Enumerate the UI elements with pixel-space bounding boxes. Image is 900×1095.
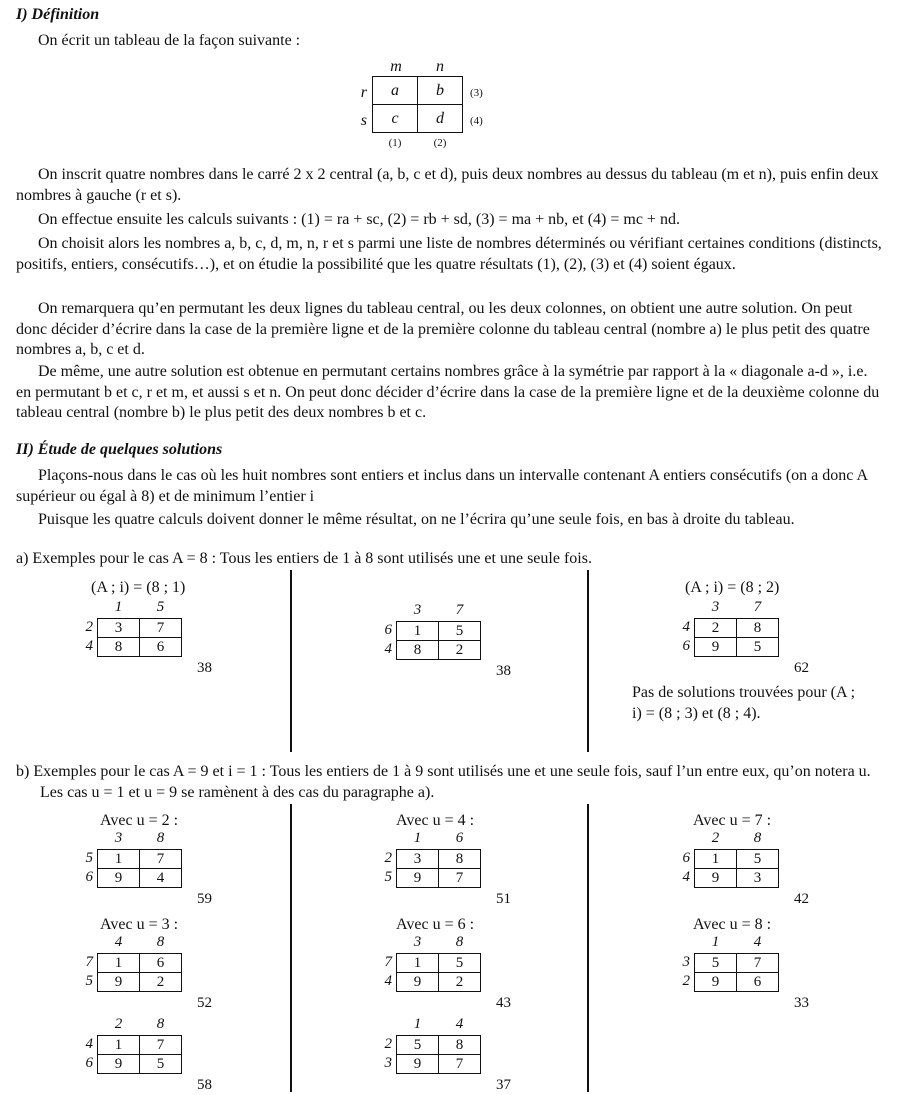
- grid-cell: 6: [139, 953, 182, 973]
- grid-cell: 5: [139, 1054, 182, 1074]
- grid-cell: 9: [694, 868, 737, 888]
- grid-cell: 9: [97, 972, 140, 992]
- def-label-2: (2): [433, 137, 447, 149]
- grid-result: 62: [794, 660, 809, 676]
- grid-side-number: 6: [85, 869, 93, 885]
- grid-side-number: 6: [85, 1055, 93, 1071]
- grid-top-number: 5: [156, 599, 165, 615]
- case-b-caption: Avec u = 2 :: [100, 812, 179, 829]
- def-cell-b: b: [417, 76, 463, 105]
- grid-top-number: 3: [413, 934, 422, 950]
- grid-cell: 1: [97, 953, 140, 973]
- grid-top-number: 3: [413, 602, 422, 618]
- grid-top-number: 1: [413, 830, 422, 846]
- grid-cell: 5: [694, 953, 737, 973]
- grid-cell: 9: [694, 972, 737, 992]
- column-divider: [290, 804, 292, 1092]
- grid-cell: 5: [736, 637, 779, 657]
- grid-cell: 8: [396, 640, 439, 660]
- section-1-title: I) Définition: [16, 6, 100, 23]
- case-b-table: [682, 934, 809, 1011]
- grid-side-number: 4: [85, 638, 93, 654]
- definition-paragraph-5: De même, une autre solution est obtenue en permutant certains nombres grâce à la symétrie par rapport à la « diagonale a-d », i.e. en permutant b et c, r et m, et aussi s et n. On peut donc décider d’écrire dans la case de la première ligne et de la deuxième colonne du tableau central (nombre b) le plus petit des deux nombres b et c.: [16, 363, 880, 421]
- grid-side-number: 6: [384, 622, 392, 638]
- grid-cell: 8: [736, 618, 779, 638]
- grid-cell: 2: [694, 618, 737, 638]
- grid-top-number: 6: [455, 830, 464, 846]
- grid-top-number: 2: [114, 1016, 123, 1032]
- case-b-table: [384, 830, 511, 907]
- case-b-table: [85, 934, 212, 1011]
- grid-top-number: 8: [156, 1016, 165, 1032]
- def-top-m: m: [390, 58, 402, 75]
- grid-top-number: 4: [753, 934, 762, 950]
- definition-paragraph-1: On inscrit quatre nombres dans le carré 2 x 2 central (a, b, c et d), puis deux nombres au dessus du tableau (m et n), puis enfin deux nombres à gauche (r et s).: [16, 166, 879, 204]
- grid-side-number: 5: [85, 850, 93, 866]
- def-cell-d: d: [417, 104, 463, 133]
- column-divider: [290, 570, 292, 752]
- grid-top-number: 2: [711, 830, 720, 846]
- grid-cell: 7: [139, 1035, 182, 1055]
- grid-cell: 8: [97, 637, 140, 657]
- grid-cell: 6: [736, 972, 779, 992]
- grid-top-number: 1: [114, 599, 123, 615]
- grid-side-number: 4: [85, 1036, 93, 1052]
- grid-side-number: 6: [682, 850, 690, 866]
- def-label-1: (1): [388, 137, 402, 149]
- column-divider: [587, 804, 589, 1092]
- grid-cell: 1: [694, 849, 737, 869]
- grid-cell: 1: [396, 621, 439, 641]
- grid-side-number: 7: [384, 954, 392, 970]
- case-b-table: [85, 830, 212, 907]
- case-a-table: [682, 599, 809, 676]
- grid-side-number: 6: [682, 638, 690, 654]
- case-b-table: [384, 1016, 511, 1093]
- study-paragraph-1: Plaçons-nous dans le cas où les huit nombres sont entiers et inclus dans un intervalle contenant A entiers consécutifs (on a donc A supérieur ou égal à 8) et de minimum l’entier i: [16, 467, 868, 505]
- intro-text: On écrit un tableau de la façon suivante :: [38, 32, 301, 49]
- grid-result: 43: [496, 995, 511, 1011]
- grid-top-number: 8: [753, 830, 762, 846]
- grid-side-number: 2: [85, 619, 93, 635]
- definition-paragraph-2: On effectue ensuite les calculs suivants : (1) = ra + sc, (2) = rb + sd, (3) = ma + nb, et (4) = mc + nd.: [38, 211, 680, 228]
- grid-side-number: 5: [85, 973, 93, 989]
- grid-cell: 3: [97, 618, 140, 638]
- def-label-4: (4): [470, 115, 483, 127]
- grid-result: 38: [197, 660, 212, 676]
- case-b-caption: Avec u = 6 :: [396, 916, 475, 933]
- grid-cell: 7: [736, 953, 779, 973]
- def-cell-c: c: [372, 104, 418, 133]
- grid-cell: 8: [438, 1035, 481, 1055]
- grid-result: 52: [197, 995, 212, 1011]
- grid-cell: 3: [396, 849, 439, 869]
- section-2-title: II) Étude de quelques solutions: [16, 441, 223, 458]
- grid-side-number: 4: [384, 973, 392, 989]
- case-a-heading: a) Exemples pour le cas A = 8 : Tous les entiers de 1 à 8 sont utilisés une et une seule fois.: [16, 550, 592, 567]
- grid-cell: 9: [97, 1054, 140, 1074]
- def-side-s: s: [360, 112, 367, 129]
- grid-side-number: 3: [384, 1055, 392, 1071]
- grid-cell: 9: [396, 972, 439, 992]
- grid-top-number: 3: [711, 599, 720, 615]
- case-b-caption: Avec u = 7 :: [693, 812, 772, 829]
- grid-top-number: 3: [114, 830, 123, 846]
- grid-cell: 6: [139, 637, 182, 657]
- grid-result: 42: [794, 891, 809, 907]
- def-label-3: (3): [470, 87, 483, 99]
- study-paragraph-2: Puisque les quatre calculs doivent donner le même résultat, on ne l’écrira qu’une seule fois, en bas à droite du tableau.: [38, 511, 795, 528]
- grid-top-number: 8: [156, 830, 165, 846]
- definition-paragraph-4: On remarquera qu’en permutant les deux lignes du tableau central, ou les deux colonnes, on obtient une autre solution. On peut donc décider d’écrire dans la case de la première ligne et de la première colonne du tableau central (nombre a) le plus petit des quatre nombres a, b, c et d.: [16, 300, 870, 358]
- case-b-table: [85, 1016, 212, 1093]
- grid-cell: 9: [396, 1054, 439, 1074]
- grid-side-number: 3: [682, 954, 690, 970]
- grid-cell: 9: [97, 868, 140, 888]
- grid-top-number: 7: [753, 599, 762, 615]
- case-b-caption: Avec u = 8 :: [693, 916, 772, 933]
- grid-cell: 1: [396, 953, 439, 973]
- grid-top-number: 8: [156, 934, 165, 950]
- grid-top-number: 4: [114, 934, 123, 950]
- grid-side-number: 2: [384, 850, 392, 866]
- grid-cell: 5: [736, 849, 779, 869]
- grid-side-number: 2: [384, 1036, 392, 1052]
- grid-cell: 8: [438, 849, 481, 869]
- case-b-caption: Avec u = 3 :: [100, 916, 179, 933]
- grid-cell: 4: [139, 868, 182, 888]
- grid-cell: 7: [438, 868, 481, 888]
- grid-result: 33: [794, 995, 809, 1011]
- definition-table: [372, 76, 462, 132]
- grid-cell: 9: [396, 868, 439, 888]
- grid-cell: 2: [139, 972, 182, 992]
- case-a-table: [85, 599, 212, 676]
- case-a-caption-3: (A ; i) = (8 ; 2): [685, 579, 780, 596]
- grid-result: 59: [197, 891, 212, 907]
- case-a-table: [384, 602, 511, 679]
- grid-result: 51: [496, 891, 511, 907]
- grid-cell: 7: [438, 1054, 481, 1074]
- grid-cell: 2: [438, 640, 481, 660]
- grid-top-number: 1: [413, 1016, 422, 1032]
- grid-cell: 2: [438, 972, 481, 992]
- grid-side-number: 2: [682, 973, 690, 989]
- case-b-caption: Avec u = 4 :: [396, 812, 475, 829]
- case-a-note: Pas de solutions trouvées pour (A ; i) = (8 ; 3) et (8 ; 4).: [632, 684, 856, 722]
- grid-side-number: 5: [384, 869, 392, 885]
- grid-side-number: 4: [384, 641, 392, 657]
- case-b-table: [384, 934, 511, 1011]
- case-b-heading: b) Exemples pour le cas A = 9 et i = 1 : Tous les entiers de 1 à 9 sont utilisés une et une seule fois, sauf l’un entre eux, qu’on notera u. Les cas u = 1 et u = 9 se ramènent à des cas du paragraphe a).: [16, 763, 871, 801]
- grid-top-number: 1: [711, 934, 720, 950]
- definition-paragraph-3: On choisit alors les nombres a, b, c, d, m, n, r et s parmi une liste de nombres déterminés ou vérifiant certaines conditions (distincts, positifs, entiers, consécutifs…), et on étudie la possibilité que les quatre résultats (1), (2), (3) et (4) soient égaux.: [16, 235, 882, 273]
- grid-side-number: 4: [682, 619, 690, 635]
- case-a-caption-1: (A ; i) = (8 ; 1): [91, 579, 186, 596]
- grid-cell: 1: [97, 1035, 140, 1055]
- grid-result: 58: [197, 1077, 212, 1093]
- grid-cell: 7: [139, 849, 182, 869]
- grid-cell: 9: [694, 637, 737, 657]
- grid-top-number: 4: [455, 1016, 464, 1032]
- def-side-r: r: [360, 84, 367, 101]
- grid-result: 38: [496, 663, 511, 679]
- grid-cell: 3: [736, 868, 779, 888]
- grid-cell: 5: [438, 621, 481, 641]
- grid-cell: 5: [396, 1035, 439, 1055]
- grid-cell: 7: [139, 618, 182, 638]
- case-b-table: [682, 830, 809, 907]
- grid-top-number: 7: [455, 602, 464, 618]
- grid-top-number: 8: [455, 934, 464, 950]
- def-top-n: n: [436, 58, 444, 75]
- grid-cell: 1: [97, 849, 140, 869]
- grid-result: 37: [496, 1077, 511, 1093]
- column-divider: [587, 570, 589, 752]
- grid-cell: 5: [438, 953, 481, 973]
- grid-side-number: 4: [682, 869, 690, 885]
- grid-side-number: 7: [85, 954, 93, 970]
- def-cell-a: a: [372, 76, 418, 105]
